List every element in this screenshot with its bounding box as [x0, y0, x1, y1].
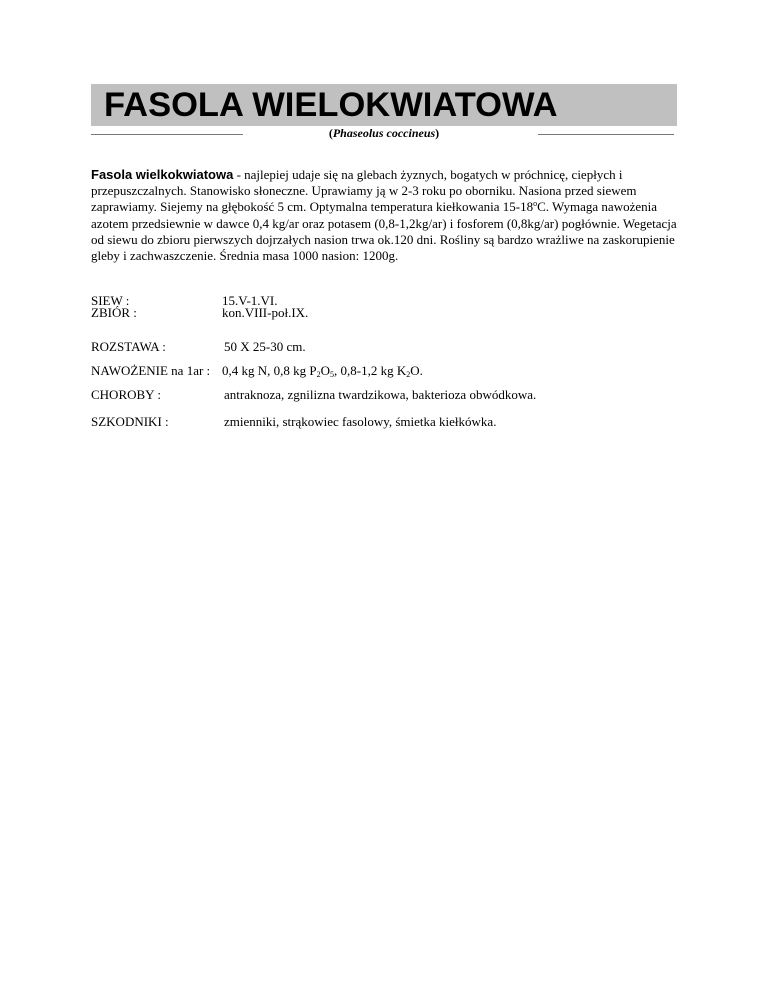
- latin-name-subtitle: [91, 125, 677, 141]
- latin-name: Phaseolus coccineus: [332, 126, 436, 140]
- nawozenie-part-1: 0,4 kg N, 0,8 kg P: [222, 363, 317, 378]
- nawozenie-sub-3: 2: [406, 370, 411, 379]
- siew-value: 15.V-1.VI.: [222, 293, 278, 308]
- intro-lead: Fasola wielkokwiatowa: [91, 167, 234, 182]
- nawozenie-part-3: , 0,8-1,2 kg K: [334, 363, 407, 378]
- rozstawa-label: ROZSTAWA :: [91, 339, 166, 354]
- zbior-value: kon.VIII-poł.IX.: [222, 305, 309, 320]
- choroby-value: antraknoza, zgnilizna twardzikowa, bakterioza obwódkowa.: [224, 387, 537, 402]
- intro-paragraph: [91, 167, 683, 264]
- subtitle-open-paren: (: [328, 126, 333, 140]
- intro-text-b: C. Wymaga nawożenia azotem przedsiewnie w dawce 0,4 kg/ar oraz potasem (0,8-1,2kg/ar) i fosforem (0,8kg/ar) pogłównie. Wegetacja od siewu do zbioru pierwszych dojrzałych nasion trwa ok.120 dni. Rośliny są bardzo wrażliwe na zaskorupienie gleby i zachwaszczenie. Średnia masa 1000 nasion: 1200g.: [91, 199, 677, 264]
- nawozenie-sub-1: 2: [316, 370, 321, 379]
- nawozenie-part-2: O: [320, 363, 331, 378]
- siew-label: SIEW :: [91, 293, 130, 308]
- choroby-label: CHOROBY :: [91, 387, 161, 402]
- nawozenie-value: [222, 363, 423, 379]
- nawozenie-sub-2: 5: [330, 370, 335, 379]
- zbior-label: ZBIÓR :: [91, 305, 137, 320]
- rozstawa-value: 50 X 25-30 cm.: [224, 339, 306, 354]
- nawozenie-part-4: O.: [410, 363, 423, 378]
- szkodniki-label: SZKODNIKI :: [91, 414, 169, 429]
- page-title: FASOLA WIELOKWIATOWA: [104, 86, 558, 124]
- subtitle-close-paren: ): [435, 126, 440, 140]
- szkodniki-value: zmienniki, strąkowiec fasolowy, śmietka kiełkówka.: [224, 414, 497, 429]
- nawozenie-label: NAWOŻENIE na 1ar :: [91, 363, 211, 378]
- degree-mark: o: [533, 199, 538, 209]
- intro-text-a: - najlepiej udaje się na glebach żyznych, bogatych w próchnicę, ciepłych i przepuszczalnych. Stanowisko słoneczne. Uprawiamy ją w 2-3 roku po oborniku. Nasiona przed siewem zaprawiamy. Siejemy na głębokość 5 cm. Optymalna temperatura kiełkowania 15-18: [91, 167, 637, 215]
